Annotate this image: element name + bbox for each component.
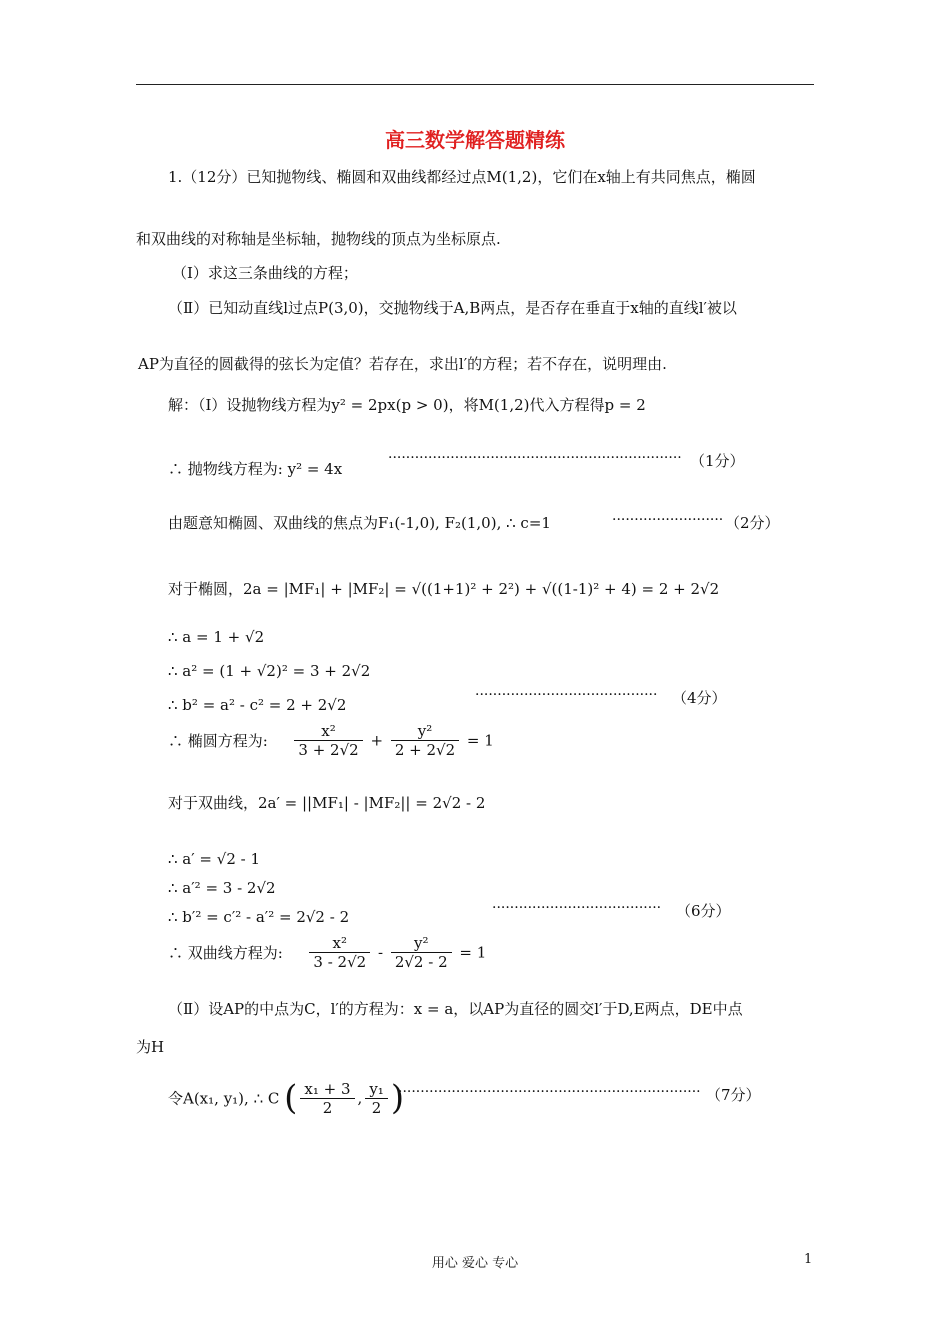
midpoint-fraction-y [365, 1080, 388, 1117]
fraction-denominator: 2 + 2√2 [394, 741, 456, 759]
ellipse-equals: = 1 [466, 731, 494, 750]
hyperbola-fraction-y [391, 934, 452, 971]
ellipse-label: ∴ 椭圆方程为: [168, 732, 268, 750]
paren-right: ) [390, 1078, 405, 1118]
solution-line-4: 对于椭圆，2a = |MF₁| + |MF₂| = √((1+1)² + 2²) + √((1-1)² + 4) = 2 + 2√2 [168, 580, 720, 598]
hyperbola-label: ∴ 双曲线方程为: [168, 944, 283, 962]
score-1: （1分） [690, 452, 745, 470]
hyperbola-equation [168, 934, 486, 971]
fraction-denominator: 3 + 2√2 [298, 741, 359, 759]
problem-part-2a: （Ⅱ）已知动直线l过点P(3,0)，交抛物线于A,B两点，是否存在垂直于x轴的直线l′被以 [168, 299, 737, 317]
hyperbola-operator: - [377, 943, 384, 962]
midpoint-separator: , [357, 1089, 363, 1107]
problem-part-2b: AP为直径的圆截得的弦长为定值？若存在，求出l′的方程；若不存在，说明理由. [138, 355, 667, 373]
page-title: 高三数学解答题精练 [385, 128, 565, 152]
fraction-numerator: x₁ + 3 [300, 1080, 354, 1099]
problem-line-2: 和双曲线的对称轴是坐标轴，抛物线的顶点为坐标原点. [136, 230, 501, 248]
fraction-numerator: y₁ [365, 1080, 388, 1099]
score-4: （4分） [672, 689, 727, 707]
dot-leader: ························· [612, 512, 724, 528]
fraction-numerator: y² [391, 722, 459, 741]
solution-line-5: ∴ a = 1 + √2 [168, 628, 265, 646]
ellipse-equation [168, 722, 494, 759]
header-rule [136, 84, 814, 85]
dot-leader: ······································ [492, 900, 662, 916]
score-2: （2分） [725, 514, 780, 532]
solution-line-9: 对于双曲线，2a′ = ||MF₁| - |MF₂|| = 2√2 - 2 [168, 794, 486, 812]
fraction-numerator: y² [391, 934, 452, 953]
ellipse-operator: + [370, 731, 384, 750]
solution-line-15: 为H [136, 1038, 165, 1056]
score-6: （6分） [676, 902, 731, 920]
solution-line-10: ∴ a′ = √2 - 1 [168, 850, 261, 868]
page-number: 1 [804, 1252, 813, 1267]
dot-leader: ···································································· [398, 1084, 701, 1100]
problem-part-1: （Ⅰ）求这三条曲线的方程； [172, 264, 358, 282]
problem-line-1: 1.（12分）已知抛物线、椭圆和双曲线都经过点M(1,2)，它们在x轴上有共同焦点，椭圆 [168, 168, 756, 186]
fraction-denominator: 2 [371, 1098, 382, 1117]
hyperbola-fraction-x [309, 934, 370, 971]
fraction-denominator: 2√2 - 2 [394, 953, 448, 971]
fraction-denominator: 2 [322, 1098, 333, 1117]
dot-leader: ·································································· [388, 450, 682, 466]
fraction-denominator: 3 - 2√2 [313, 953, 367, 971]
hyperbola-equals: = 1 [459, 943, 487, 962]
solution-line-2: ∴ 抛物线方程为: y² = 4x [168, 460, 343, 478]
solution-line-3: 由题意知椭圆、双曲线的焦点为F₁(-1,0), F₂(1,0), ∴ c=1 [168, 514, 551, 532]
solution-line-7: ∴ b² = a² - c² = 2 + 2√2 [168, 696, 347, 714]
solution-line-12: ∴ b′² = c′² - a′² = 2√2 - 2 [168, 908, 350, 926]
midpoint-label: 令A(x₁, y₁), ∴ C [168, 1089, 280, 1108]
fraction-numerator: x² [309, 934, 370, 953]
score-7: （7分） [706, 1086, 761, 1104]
solution-line-11: ∴ a′² = 3 - 2√2 [168, 879, 276, 897]
midpoint-fraction-x [300, 1080, 354, 1117]
fraction-numerator: x² [294, 722, 362, 741]
paren-left: ( [284, 1078, 298, 1118]
midpoint-line [168, 1078, 404, 1118]
solution-line-6: ∴ a² = (1 + √2)² = 3 + 2√2 [168, 662, 371, 680]
footer-text: 用心 爱心 专心 [431, 1256, 519, 1271]
ellipse-fraction-y [391, 722, 459, 759]
solution-line-14: （Ⅱ）设AP的中点为C，l′的方程为：x = a，以AP为直径的圆交l′于D,E两点，DE中点 [168, 1000, 743, 1018]
dot-leader: ········································· [475, 687, 658, 703]
solution-line-1: 解：（Ⅰ）设抛物线方程为y² = 2px(p > 0)，将M(1,2)代入方程得p = 2 [168, 396, 646, 414]
ellipse-fraction-x [294, 722, 362, 759]
